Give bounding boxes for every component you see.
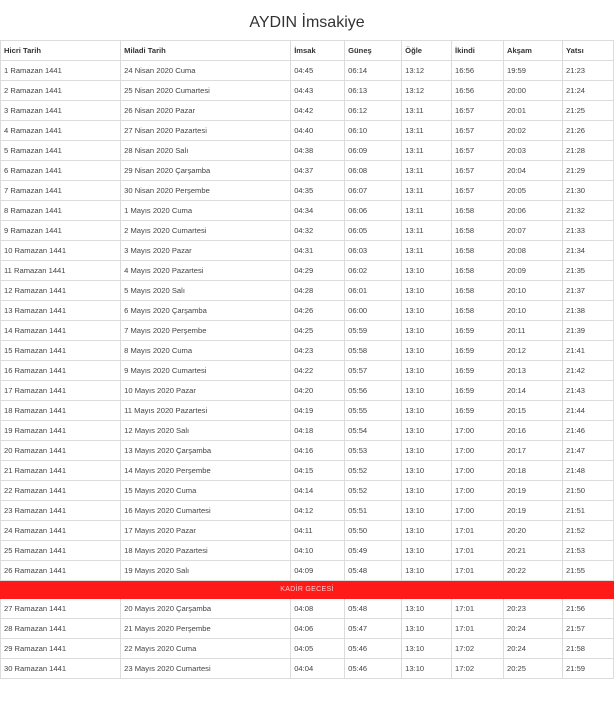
cell-miladi-tarih: 26 Nisan 2020 Pazar bbox=[121, 101, 291, 121]
cell-imsak: 04:20 bbox=[291, 381, 345, 401]
table-row bbox=[1, 481, 614, 501]
cell-ikindi: 16:59 bbox=[452, 341, 504, 361]
cell-ikindi: 17:01 bbox=[452, 541, 504, 561]
cell-gunes: 05:59 bbox=[345, 321, 402, 341]
cell-hicri-tarih: 28 Ramazan 1441 bbox=[1, 619, 121, 639]
cell-ikindi: 16:57 bbox=[452, 121, 504, 141]
cell-miladi-tarih: 28 Nisan 2020 Salı bbox=[121, 141, 291, 161]
cell-ikindi: 17:01 bbox=[452, 619, 504, 639]
cell-hicri-tarih: 7 Ramazan 1441 bbox=[1, 181, 121, 201]
cell-aksam: 20:15 bbox=[503, 401, 562, 421]
cell-aksam: 20:10 bbox=[503, 281, 562, 301]
cell-aksam: 20:00 bbox=[503, 81, 562, 101]
cell-imsak: 04:11 bbox=[291, 521, 345, 541]
cell-yatsi: 21:47 bbox=[563, 441, 614, 461]
cell-miladi-tarih: 4 Mayıs 2020 Pazartesi bbox=[121, 261, 291, 281]
cell-ogle: 13:12 bbox=[402, 81, 452, 101]
cell-miladi-tarih: 13 Mayıs 2020 Çarşamba bbox=[121, 441, 291, 461]
cell-ogle: 13:10 bbox=[402, 501, 452, 521]
cell-yatsi: 21:24 bbox=[563, 81, 614, 101]
cell-ogle: 13:10 bbox=[402, 481, 452, 501]
table-row bbox=[1, 181, 614, 201]
cell-yatsi: 21:53 bbox=[563, 541, 614, 561]
cell-ogle: 13:10 bbox=[402, 401, 452, 421]
cell-imsak: 04:09 bbox=[291, 561, 345, 581]
cell-gunes: 06:10 bbox=[345, 121, 402, 141]
cell-aksam: 20:07 bbox=[503, 221, 562, 241]
cell-ikindi: 16:57 bbox=[452, 101, 504, 121]
cell-yatsi: 21:39 bbox=[563, 321, 614, 341]
cell-yatsi: 21:37 bbox=[563, 281, 614, 301]
cell-yatsi: 21:41 bbox=[563, 341, 614, 361]
cell-imsak: 04:37 bbox=[291, 161, 345, 181]
cell-aksam: 20:24 bbox=[503, 639, 562, 659]
cell-gunes: 06:03 bbox=[345, 241, 402, 261]
cell-ikindi: 16:59 bbox=[452, 381, 504, 401]
cell-hicri-tarih: 26 Ramazan 1441 bbox=[1, 561, 121, 581]
cell-aksam: 20:23 bbox=[503, 599, 562, 619]
table-row bbox=[1, 361, 614, 381]
cell-imsak: 04:05 bbox=[291, 639, 345, 659]
cell-miladi-tarih: 11 Mayıs 2020 Pazartesi bbox=[121, 401, 291, 421]
cell-gunes: 05:53 bbox=[345, 441, 402, 461]
cell-ogle: 13:11 bbox=[402, 141, 452, 161]
cell-hicri-tarih: 16 Ramazan 1441 bbox=[1, 361, 121, 381]
cell-aksam: 20:06 bbox=[503, 201, 562, 221]
cell-yatsi: 21:33 bbox=[563, 221, 614, 241]
cell-miladi-tarih: 1 Mayıs 2020 Cuma bbox=[121, 201, 291, 221]
cell-gunes: 05:55 bbox=[345, 401, 402, 421]
header-imsak: İmsak bbox=[291, 41, 345, 61]
cell-hicri-tarih: 24 Ramazan 1441 bbox=[1, 521, 121, 541]
table-row bbox=[1, 501, 614, 521]
cell-hicri-tarih: 15 Ramazan 1441 bbox=[1, 341, 121, 361]
cell-ikindi: 16:59 bbox=[452, 321, 504, 341]
cell-hicri-tarih: 4 Ramazan 1441 bbox=[1, 121, 121, 141]
cell-aksam: 20:09 bbox=[503, 261, 562, 281]
cell-aksam: 20:24 bbox=[503, 619, 562, 639]
table-row bbox=[1, 599, 614, 619]
cell-imsak: 04:25 bbox=[291, 321, 345, 341]
cell-aksam: 20:01 bbox=[503, 101, 562, 121]
cell-aksam: 19:59 bbox=[503, 61, 562, 81]
cell-hicri-tarih: 25 Ramazan 1441 bbox=[1, 541, 121, 561]
cell-gunes: 05:48 bbox=[345, 599, 402, 619]
table-row bbox=[1, 401, 614, 421]
cell-aksam: 20:21 bbox=[503, 541, 562, 561]
cell-yatsi: 21:32 bbox=[563, 201, 614, 221]
cell-yatsi: 21:48 bbox=[563, 461, 614, 481]
table-row bbox=[1, 281, 614, 301]
cell-miladi-tarih: 16 Mayıs 2020 Cumartesi bbox=[121, 501, 291, 521]
table-row bbox=[1, 561, 614, 581]
cell-gunes: 05:48 bbox=[345, 561, 402, 581]
cell-miladi-tarih: 20 Mayıs 2020 Çarşamba bbox=[121, 599, 291, 619]
table-row bbox=[1, 201, 614, 221]
cell-gunes: 06:09 bbox=[345, 141, 402, 161]
cell-yatsi: 21:46 bbox=[563, 421, 614, 441]
cell-miladi-tarih: 14 Mayıs 2020 Perşembe bbox=[121, 461, 291, 481]
table-row bbox=[1, 81, 614, 101]
cell-miladi-tarih: 2 Mayıs 2020 Cumartesi bbox=[121, 221, 291, 241]
cell-miladi-tarih: 18 Mayıs 2020 Pazartesi bbox=[121, 541, 291, 561]
cell-aksam: 20:22 bbox=[503, 561, 562, 581]
cell-yatsi: 21:28 bbox=[563, 141, 614, 161]
cell-imsak: 04:10 bbox=[291, 541, 345, 561]
cell-hicri-tarih: 5 Ramazan 1441 bbox=[1, 141, 121, 161]
cell-imsak: 04:16 bbox=[291, 441, 345, 461]
cell-ikindi: 16:57 bbox=[452, 161, 504, 181]
cell-hicri-tarih: 6 Ramazan 1441 bbox=[1, 161, 121, 181]
cell-ikindi: 16:58 bbox=[452, 221, 504, 241]
table-body-after bbox=[1, 599, 614, 679]
cell-gunes: 06:14 bbox=[345, 61, 402, 81]
cell-ikindi: 17:01 bbox=[452, 521, 504, 541]
cell-yatsi: 21:51 bbox=[563, 501, 614, 521]
table-row bbox=[1, 261, 614, 281]
cell-yatsi: 21:44 bbox=[563, 401, 614, 421]
cell-imsak: 04:08 bbox=[291, 599, 345, 619]
cell-yatsi: 21:57 bbox=[563, 619, 614, 639]
cell-yatsi: 21:58 bbox=[563, 639, 614, 659]
cell-ogle: 13:10 bbox=[402, 421, 452, 441]
cell-aksam: 20:13 bbox=[503, 361, 562, 381]
cell-yatsi: 21:38 bbox=[563, 301, 614, 321]
table-row bbox=[1, 521, 614, 541]
cell-ikindi: 16:59 bbox=[452, 361, 504, 381]
cell-gunes: 05:47 bbox=[345, 619, 402, 639]
cell-ikindi: 17:00 bbox=[452, 461, 504, 481]
cell-hicri-tarih: 10 Ramazan 1441 bbox=[1, 241, 121, 261]
cell-gunes: 05:54 bbox=[345, 421, 402, 441]
cell-gunes: 05:51 bbox=[345, 501, 402, 521]
cell-imsak: 04:40 bbox=[291, 121, 345, 141]
cell-aksam: 20:19 bbox=[503, 481, 562, 501]
cell-aksam: 20:19 bbox=[503, 501, 562, 521]
cell-ikindi: 17:01 bbox=[452, 599, 504, 619]
cell-hicri-tarih: 1 Ramazan 1441 bbox=[1, 61, 121, 81]
table-row bbox=[1, 619, 614, 639]
cell-ikindi: 17:00 bbox=[452, 481, 504, 501]
table-row bbox=[1, 639, 614, 659]
highlight-section bbox=[1, 581, 614, 599]
cell-hicri-tarih: 20 Ramazan 1441 bbox=[1, 441, 121, 461]
table-row bbox=[1, 221, 614, 241]
cell-ogle: 13:10 bbox=[402, 599, 452, 619]
cell-ikindi: 17:00 bbox=[452, 421, 504, 441]
cell-gunes: 06:05 bbox=[345, 221, 402, 241]
header-aksam: Akşam bbox=[503, 41, 562, 61]
cell-hicri-tarih: 2 Ramazan 1441 bbox=[1, 81, 121, 101]
cell-imsak: 04:45 bbox=[291, 61, 345, 81]
table-row bbox=[1, 341, 614, 361]
cell-miladi-tarih: 3 Mayıs 2020 Pazar bbox=[121, 241, 291, 261]
cell-ogle: 13:10 bbox=[402, 461, 452, 481]
cell-ikindi: 16:58 bbox=[452, 281, 504, 301]
cell-gunes: 05:50 bbox=[345, 521, 402, 541]
cell-aksam: 20:04 bbox=[503, 161, 562, 181]
cell-yatsi: 21:29 bbox=[563, 161, 614, 181]
cell-ogle: 13:10 bbox=[402, 521, 452, 541]
cell-gunes: 06:08 bbox=[345, 161, 402, 181]
kadir-gecesi-label: KADİR GECESİ bbox=[1, 581, 614, 599]
table-row bbox=[1, 541, 614, 561]
cell-ogle: 13:10 bbox=[402, 321, 452, 341]
cell-yatsi: 21:26 bbox=[563, 121, 614, 141]
header-row bbox=[1, 41, 614, 61]
cell-aksam: 20:11 bbox=[503, 321, 562, 341]
cell-miladi-tarih: 22 Mayıs 2020 Cuma bbox=[121, 639, 291, 659]
cell-aksam: 20:14 bbox=[503, 381, 562, 401]
cell-ikindi: 16:58 bbox=[452, 241, 504, 261]
cell-imsak: 04:06 bbox=[291, 619, 345, 639]
cell-gunes: 05:52 bbox=[345, 461, 402, 481]
cell-imsak: 04:22 bbox=[291, 361, 345, 381]
cell-ikindi: 17:00 bbox=[452, 501, 504, 521]
cell-hicri-tarih: 19 Ramazan 1441 bbox=[1, 421, 121, 441]
cell-miladi-tarih: 7 Mayıs 2020 Perşembe bbox=[121, 321, 291, 341]
cell-hicri-tarih: 21 Ramazan 1441 bbox=[1, 461, 121, 481]
cell-hicri-tarih: 22 Ramazan 1441 bbox=[1, 481, 121, 501]
cell-miladi-tarih: 8 Mayıs 2020 Cuma bbox=[121, 341, 291, 361]
table-row bbox=[1, 461, 614, 481]
cell-aksam: 20:16 bbox=[503, 421, 562, 441]
cell-ikindi: 16:56 bbox=[452, 61, 504, 81]
cell-miladi-tarih: 24 Nisan 2020 Cuma bbox=[121, 61, 291, 81]
cell-imsak: 04:29 bbox=[291, 261, 345, 281]
table-row bbox=[1, 381, 614, 401]
cell-imsak: 04:38 bbox=[291, 141, 345, 161]
cell-miladi-tarih: 29 Nisan 2020 Çarşamba bbox=[121, 161, 291, 181]
cell-imsak: 04:28 bbox=[291, 281, 345, 301]
table-row bbox=[1, 321, 614, 341]
cell-ikindi: 17:02 bbox=[452, 659, 504, 679]
table-row bbox=[1, 241, 614, 261]
cell-gunes: 06:13 bbox=[345, 81, 402, 101]
table-row bbox=[1, 101, 614, 121]
cell-ogle: 13:10 bbox=[402, 541, 452, 561]
cell-gunes: 05:52 bbox=[345, 481, 402, 501]
header-hicri-tarih: Hicri Tarih bbox=[1, 41, 121, 61]
cell-aksam: 20:08 bbox=[503, 241, 562, 261]
cell-gunes: 05:58 bbox=[345, 341, 402, 361]
cell-miladi-tarih: 12 Mayıs 2020 Salı bbox=[121, 421, 291, 441]
cell-hicri-tarih: 3 Ramazan 1441 bbox=[1, 101, 121, 121]
cell-aksam: 20:02 bbox=[503, 121, 562, 141]
table-row bbox=[1, 659, 614, 679]
cell-ikindi: 16:58 bbox=[452, 201, 504, 221]
cell-ikindi: 16:57 bbox=[452, 141, 504, 161]
cell-yatsi: 21:30 bbox=[563, 181, 614, 201]
cell-ogle: 13:10 bbox=[402, 301, 452, 321]
cell-ogle: 13:11 bbox=[402, 161, 452, 181]
cell-ogle: 13:10 bbox=[402, 619, 452, 639]
cell-hicri-tarih: 17 Ramazan 1441 bbox=[1, 381, 121, 401]
header-gunes: Güneş bbox=[345, 41, 402, 61]
cell-hicri-tarih: 9 Ramazan 1441 bbox=[1, 221, 121, 241]
header-ogle: Öğle bbox=[402, 41, 452, 61]
table-row bbox=[1, 441, 614, 461]
cell-miladi-tarih: 25 Nisan 2020 Cumartesi bbox=[121, 81, 291, 101]
cell-ikindi: 16:58 bbox=[452, 301, 504, 321]
page-title: AYDIN İmsakiye bbox=[249, 14, 365, 31]
cell-yatsi: 21:50 bbox=[563, 481, 614, 501]
cell-yatsi: 21:56 bbox=[563, 599, 614, 619]
table-row bbox=[1, 121, 614, 141]
cell-gunes: 06:12 bbox=[345, 101, 402, 121]
cell-gunes: 05:46 bbox=[345, 659, 402, 679]
cell-hicri-tarih: 29 Ramazan 1441 bbox=[1, 639, 121, 659]
cell-ikindi: 17:00 bbox=[452, 441, 504, 461]
table-row bbox=[1, 61, 614, 81]
cell-aksam: 20:10 bbox=[503, 301, 562, 321]
cell-miladi-tarih: 23 Mayıs 2020 Cumartesi bbox=[121, 659, 291, 679]
cell-aksam: 20:20 bbox=[503, 521, 562, 541]
cell-ogle: 13:10 bbox=[402, 659, 452, 679]
cell-imsak: 04:26 bbox=[291, 301, 345, 321]
cell-aksam: 20:12 bbox=[503, 341, 562, 361]
cell-gunes: 06:06 bbox=[345, 201, 402, 221]
cell-ikindi: 16:57 bbox=[452, 181, 504, 201]
cell-yatsi: 21:34 bbox=[563, 241, 614, 261]
cell-ogle: 13:10 bbox=[402, 281, 452, 301]
header-ikindi: İkindi bbox=[452, 41, 504, 61]
cell-gunes: 05:56 bbox=[345, 381, 402, 401]
cell-imsak: 04:42 bbox=[291, 101, 345, 121]
table-row bbox=[1, 161, 614, 181]
cell-yatsi: 21:43 bbox=[563, 381, 614, 401]
cell-imsak: 04:12 bbox=[291, 501, 345, 521]
cell-hicri-tarih: 12 Ramazan 1441 bbox=[1, 281, 121, 301]
cell-hicri-tarih: 13 Ramazan 1441 bbox=[1, 301, 121, 321]
cell-gunes: 06:01 bbox=[345, 281, 402, 301]
cell-yatsi: 21:25 bbox=[563, 101, 614, 121]
cell-hicri-tarih: 8 Ramazan 1441 bbox=[1, 201, 121, 221]
cell-ikindi: 17:02 bbox=[452, 639, 504, 659]
cell-ogle: 13:10 bbox=[402, 441, 452, 461]
cell-aksam: 20:05 bbox=[503, 181, 562, 201]
cell-yatsi: 21:52 bbox=[563, 521, 614, 541]
cell-gunes: 05:49 bbox=[345, 541, 402, 561]
cell-gunes: 05:46 bbox=[345, 639, 402, 659]
cell-ogle: 13:10 bbox=[402, 341, 452, 361]
cell-imsak: 04:35 bbox=[291, 181, 345, 201]
cell-ogle: 13:11 bbox=[402, 181, 452, 201]
cell-miladi-tarih: 15 Mayıs 2020 Cuma bbox=[121, 481, 291, 501]
cell-yatsi: 21:42 bbox=[563, 361, 614, 381]
cell-hicri-tarih: 18 Ramazan 1441 bbox=[1, 401, 121, 421]
cell-gunes: 06:02 bbox=[345, 261, 402, 281]
cell-aksam: 20:03 bbox=[503, 141, 562, 161]
table-row bbox=[1, 421, 614, 441]
cell-miladi-tarih: 27 Nisan 2020 Pazartesi bbox=[121, 121, 291, 141]
cell-yatsi: 21:23 bbox=[563, 61, 614, 81]
cell-ogle: 13:11 bbox=[402, 101, 452, 121]
cell-imsak: 04:15 bbox=[291, 461, 345, 481]
cell-ikindi: 16:58 bbox=[452, 261, 504, 281]
cell-yatsi: 21:55 bbox=[563, 561, 614, 581]
cell-imsak: 04:34 bbox=[291, 201, 345, 221]
cell-hicri-tarih: 11 Ramazan 1441 bbox=[1, 261, 121, 281]
cell-hicri-tarih: 23 Ramazan 1441 bbox=[1, 501, 121, 521]
header-miladi-tarih: Miladi Tarih bbox=[121, 41, 291, 61]
table-body-before bbox=[1, 61, 614, 581]
table-row bbox=[1, 141, 614, 161]
cell-aksam: 20:18 bbox=[503, 461, 562, 481]
header-yatsi: Yatsı bbox=[563, 41, 614, 61]
cell-imsak: 04:32 bbox=[291, 221, 345, 241]
cell-ogle: 13:11 bbox=[402, 221, 452, 241]
cell-ikindi: 17:01 bbox=[452, 561, 504, 581]
cell-gunes: 06:00 bbox=[345, 301, 402, 321]
cell-ogle: 13:10 bbox=[402, 361, 452, 381]
cell-ogle: 13:10 bbox=[402, 639, 452, 659]
cell-gunes: 05:57 bbox=[345, 361, 402, 381]
cell-imsak: 04:14 bbox=[291, 481, 345, 501]
cell-miladi-tarih: 30 Nisan 2020 Perşembe bbox=[121, 181, 291, 201]
cell-ogle: 13:11 bbox=[402, 121, 452, 141]
cell-miladi-tarih: 21 Mayıs 2020 Perşembe bbox=[121, 619, 291, 639]
table-header bbox=[1, 41, 614, 61]
imsakiye-table bbox=[0, 40, 614, 679]
cell-ogle: 13:11 bbox=[402, 241, 452, 261]
cell-ogle: 13:11 bbox=[402, 201, 452, 221]
kadir-gecesi-row bbox=[1, 581, 614, 599]
cell-imsak: 04:04 bbox=[291, 659, 345, 679]
cell-imsak: 04:23 bbox=[291, 341, 345, 361]
cell-aksam: 20:17 bbox=[503, 441, 562, 461]
cell-hicri-tarih: 14 Ramazan 1441 bbox=[1, 321, 121, 341]
cell-miladi-tarih: 9 Mayıs 2020 Cumartesi bbox=[121, 361, 291, 381]
cell-hicri-tarih: 30 Ramazan 1441 bbox=[1, 659, 121, 679]
cell-ogle: 13:10 bbox=[402, 381, 452, 401]
cell-imsak: 04:31 bbox=[291, 241, 345, 261]
cell-miladi-tarih: 19 Mayıs 2020 Salı bbox=[121, 561, 291, 581]
cell-hicri-tarih: 27 Ramazan 1441 bbox=[1, 599, 121, 619]
cell-ogle: 13:12 bbox=[402, 61, 452, 81]
cell-yatsi: 21:35 bbox=[563, 261, 614, 281]
cell-gunes: 06:07 bbox=[345, 181, 402, 201]
table-row bbox=[1, 301, 614, 321]
cell-miladi-tarih: 10 Mayıs 2020 Pazar bbox=[121, 381, 291, 401]
cell-yatsi: 21:59 bbox=[563, 659, 614, 679]
cell-miladi-tarih: 6 Mayıs 2020 Çarşamba bbox=[121, 301, 291, 321]
cell-aksam: 20:25 bbox=[503, 659, 562, 679]
cell-ikindi: 16:56 bbox=[452, 81, 504, 101]
cell-miladi-tarih: 5 Mayıs 2020 Salı bbox=[121, 281, 291, 301]
cell-ogle: 13:10 bbox=[402, 561, 452, 581]
cell-imsak: 04:19 bbox=[291, 401, 345, 421]
cell-imsak: 04:43 bbox=[291, 81, 345, 101]
cell-imsak: 04:18 bbox=[291, 421, 345, 441]
cell-miladi-tarih: 17 Mayıs 2020 Pazar bbox=[121, 521, 291, 541]
cell-ikindi: 16:59 bbox=[452, 401, 504, 421]
cell-ogle: 13:10 bbox=[402, 261, 452, 281]
